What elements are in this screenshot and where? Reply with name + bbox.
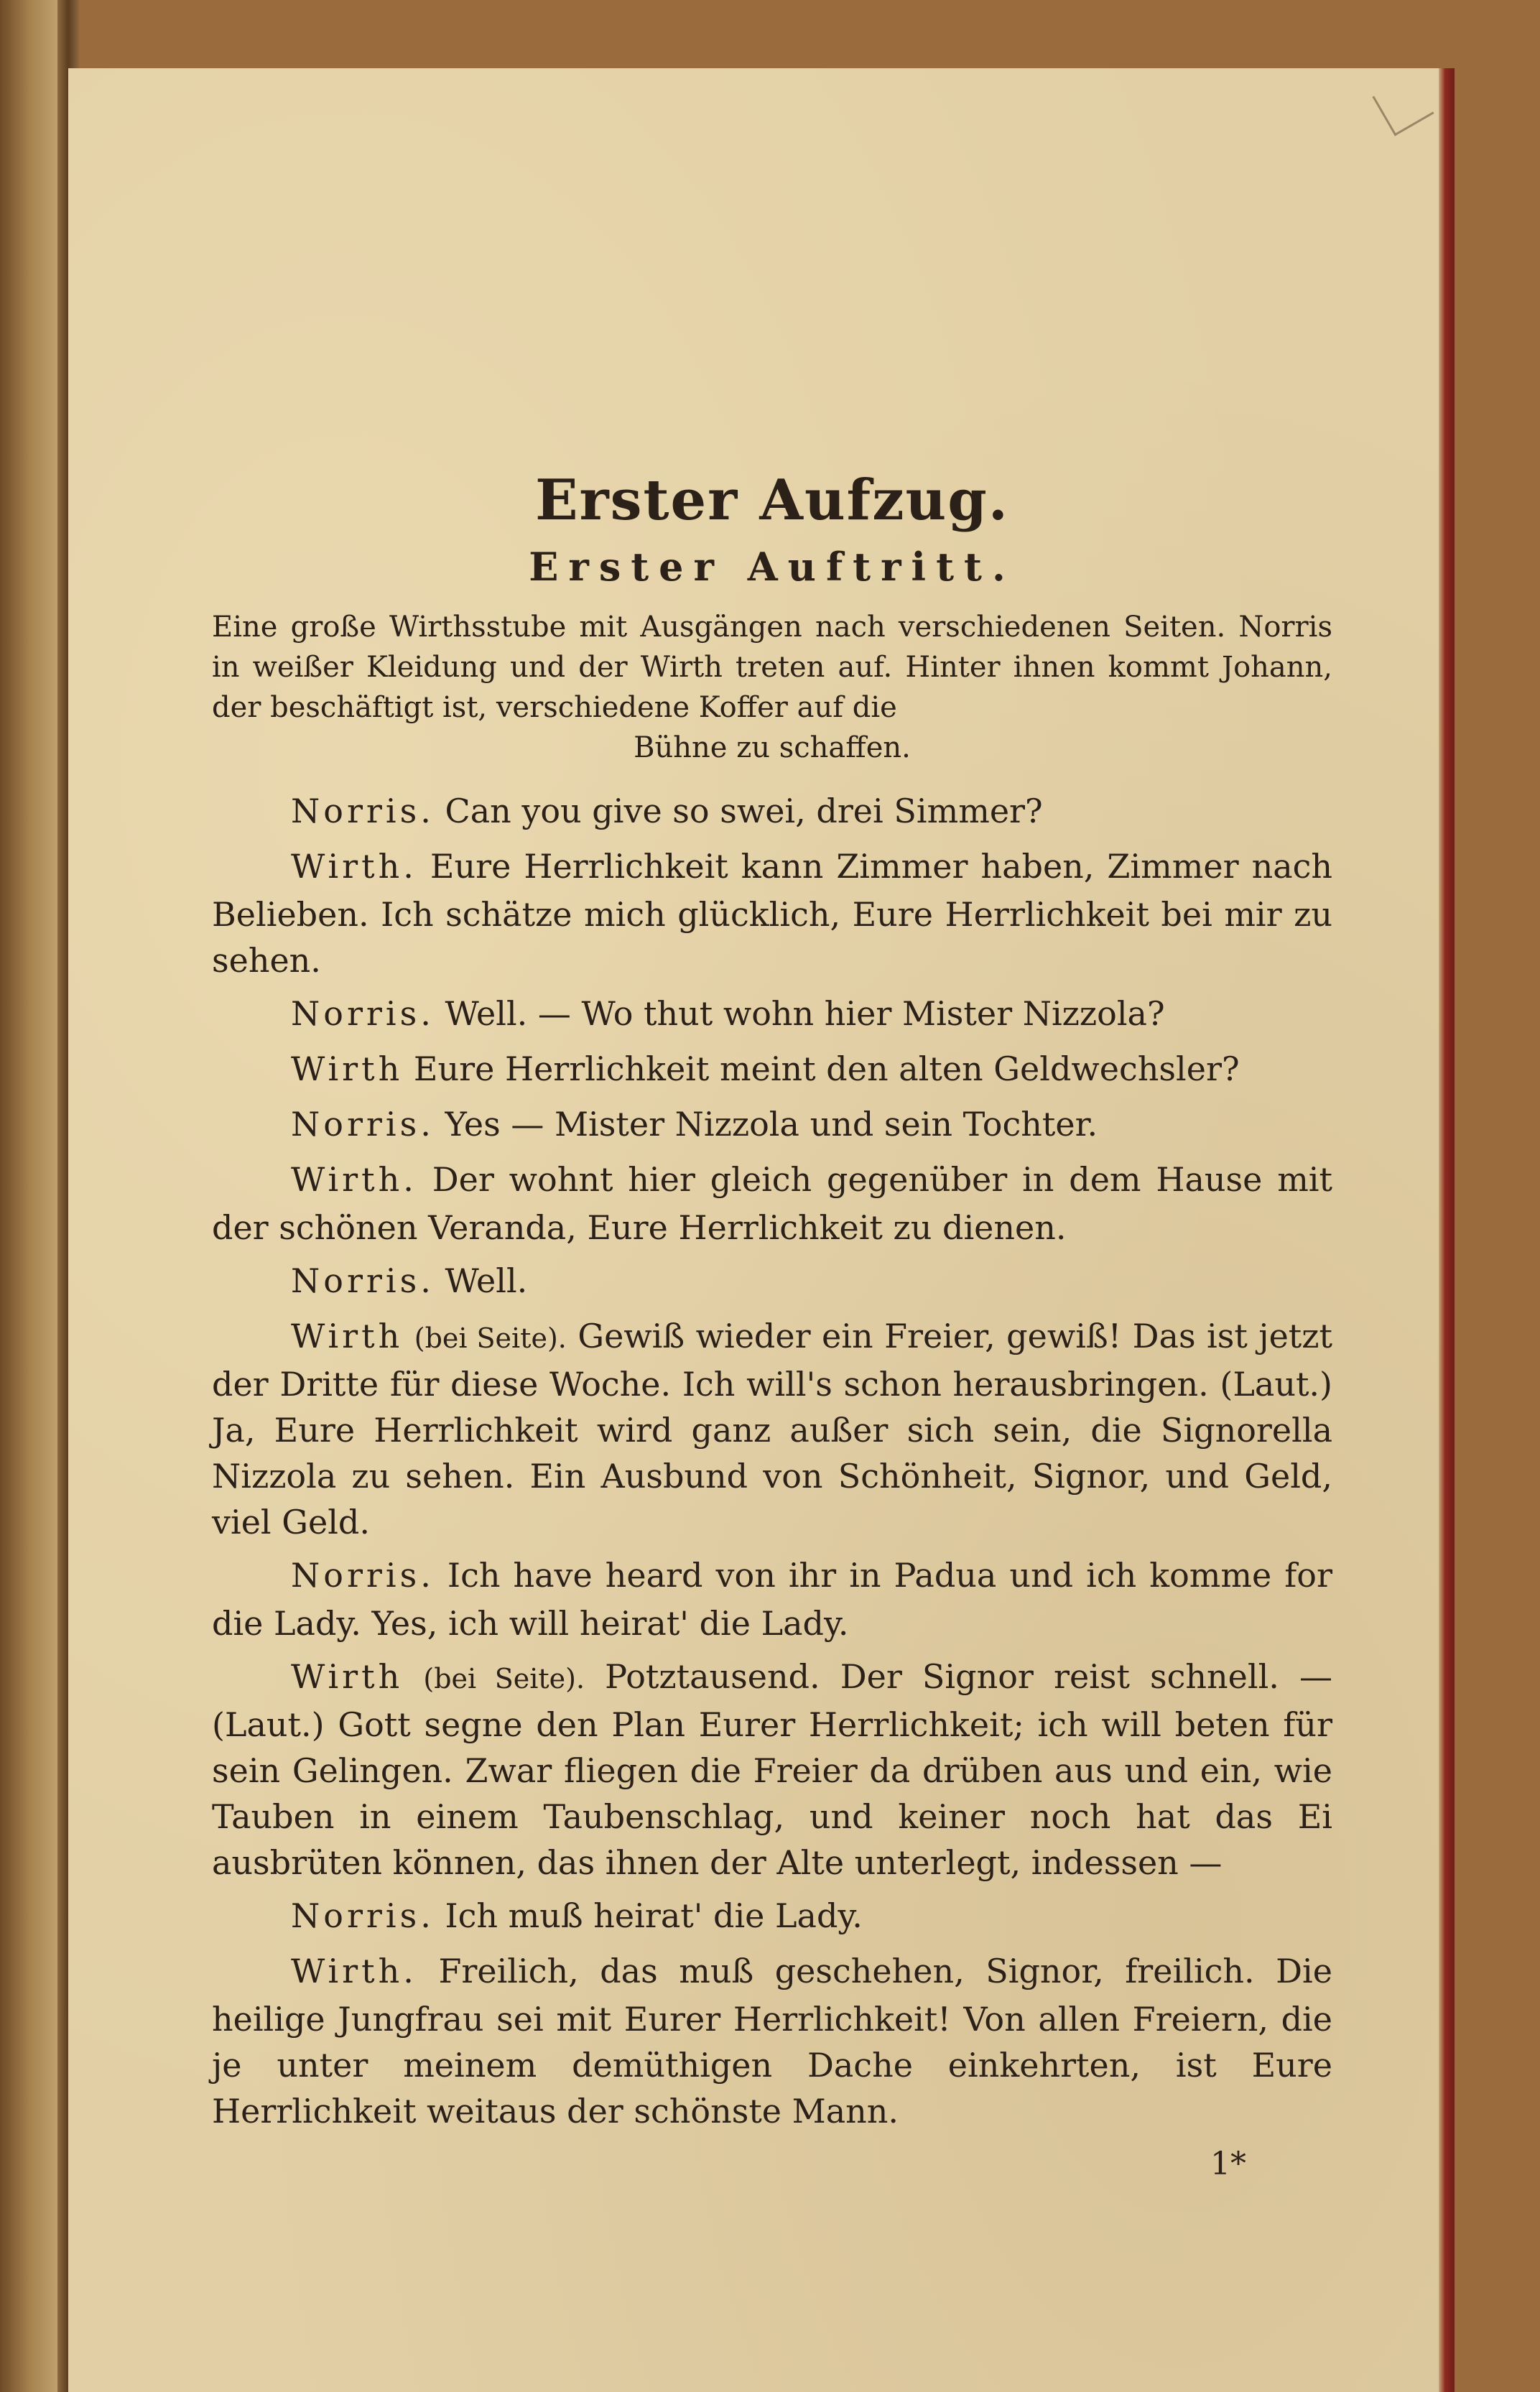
speaker-name: Wirth. [291,1160,417,1199]
speaker-name: Wirth. [291,1952,417,1990]
speech-line [212,1258,1332,1306]
speaker-name: Norris. [291,994,435,1033]
speaker-name: Norris. [291,1556,435,1595]
speaker-name: Norris. [291,1896,435,1935]
speaker-name: Norris. [291,1105,435,1144]
book-page [68,68,1455,2392]
speech-line [212,1046,1332,1094]
speaker-name: Wirth. [291,847,417,886]
page-content [212,468,1333,2187]
speech-text: Potztausend. Der Signor reist schnell. — (Laut.) Gott segne den Plan Eurer Herrlichkeit; ich will beten für sein Gelingen. Zwar fliegen die Freier da drüben aus und ein, wie Tauben in einem Taubenschlag, und keiner noch hat das Ei ausbrüten können, das ihnen der Alte unterlegt, indessen — [212,1657,1332,1882]
stage-direction-text: Eine große Wirthsstube mit Ausgängen nach verschiedenen Seiten. Norris in weißer Kleidung und der Wirth treten auf. Hinter ihnen kommt Johann, der beschäftigt ist, verschiedene Koffer auf die [212,611,1332,724]
speech-aside: (bei Seite). [414,1322,567,1354]
speech-line [212,1156,1332,1251]
speech-text: Gewiß wieder ein Freier, gewiß! Das ist jetzt der Dritte für diese Woche. Ich will's schon herausbringen. (Laut.) Ja, Eure Herrlichkeit wird ganz außer sich sein, die Signorella Nizzola zu sehen. Ein Ausbund von Schönheit, Signor, und Geld, viel Geld. [212,1317,1332,1542]
speech-line [212,1893,1332,1941]
speech-line [212,1552,1332,1646]
speech-line [212,1654,1332,1886]
speech-text: Eure Herrlichkeit meint den alten Geldwechsler? [413,1049,1240,1088]
speech-text: Ich muß heirat' die Lady. [445,1896,863,1935]
speech-text: Can you give so swei, drei Simmer? [445,792,1043,830]
speech-text: Freilich, das muß geschehen, Signor, freilich. Die heilige Jungfrau sei mit Eurer Herrlichkeit! Von allen Freiern, die je unter meinem demüthigen Dache einkehrten, ist Eure Herrlichkeit weitaus der schönste Mann. [212,1952,1332,2131]
speaker-name: Wirth [291,1317,404,1355]
speech-text: Well. — Wo thut wohn hier Mister Nizzola? [445,994,1165,1033]
speech-aside: (bei Seite). [423,1663,585,1695]
page-red-edge [1439,68,1455,2392]
page-marker: 1* [1210,2146,1246,2182]
speech-line [212,843,1332,983]
speech-text: Well. [445,1261,528,1300]
act-title: Erster Aufzug. [535,468,1009,533]
dialogue [212,788,1332,2134]
stage-direction-last-line: Bühne zu schaffen. [634,731,911,764]
speech-line [212,991,1332,1039]
speech-text: Yes — Mister Nizzola und sein Tochter. [445,1105,1098,1144]
speaker-name: Wirth [291,1657,404,1696]
speech-line [212,1101,1332,1149]
speech-text: Der wohnt hier gleich gegenüber in dem Hause mit der schönen Veranda, Eure Herrlichkeit zu dienen. [212,1160,1333,1247]
speech-line [212,1948,1332,2134]
scene-title: Erster Auftritt. [529,544,1016,590]
speaker-name: Norris. [291,792,435,830]
speaker-name: Wirth [291,1049,404,1088]
speech-line [212,1313,1332,1545]
corner-fold-mark [1372,74,1434,136]
speaker-name: Norris. [291,1261,435,1300]
speech-text: Ich have heard von ihr in Padua und ich komme for die Lady. Yes, ich will heirat' die Lady. [212,1556,1332,1643]
speech-line [212,788,1332,836]
stage-direction [212,607,1332,768]
speech-text: Eure Herrlichkeit kann Zimmer haben, Zimmer nach Belieben. Ich schätze mich glücklich, Eure Herrlichkeit bei mir zu sehen. [212,847,1333,980]
